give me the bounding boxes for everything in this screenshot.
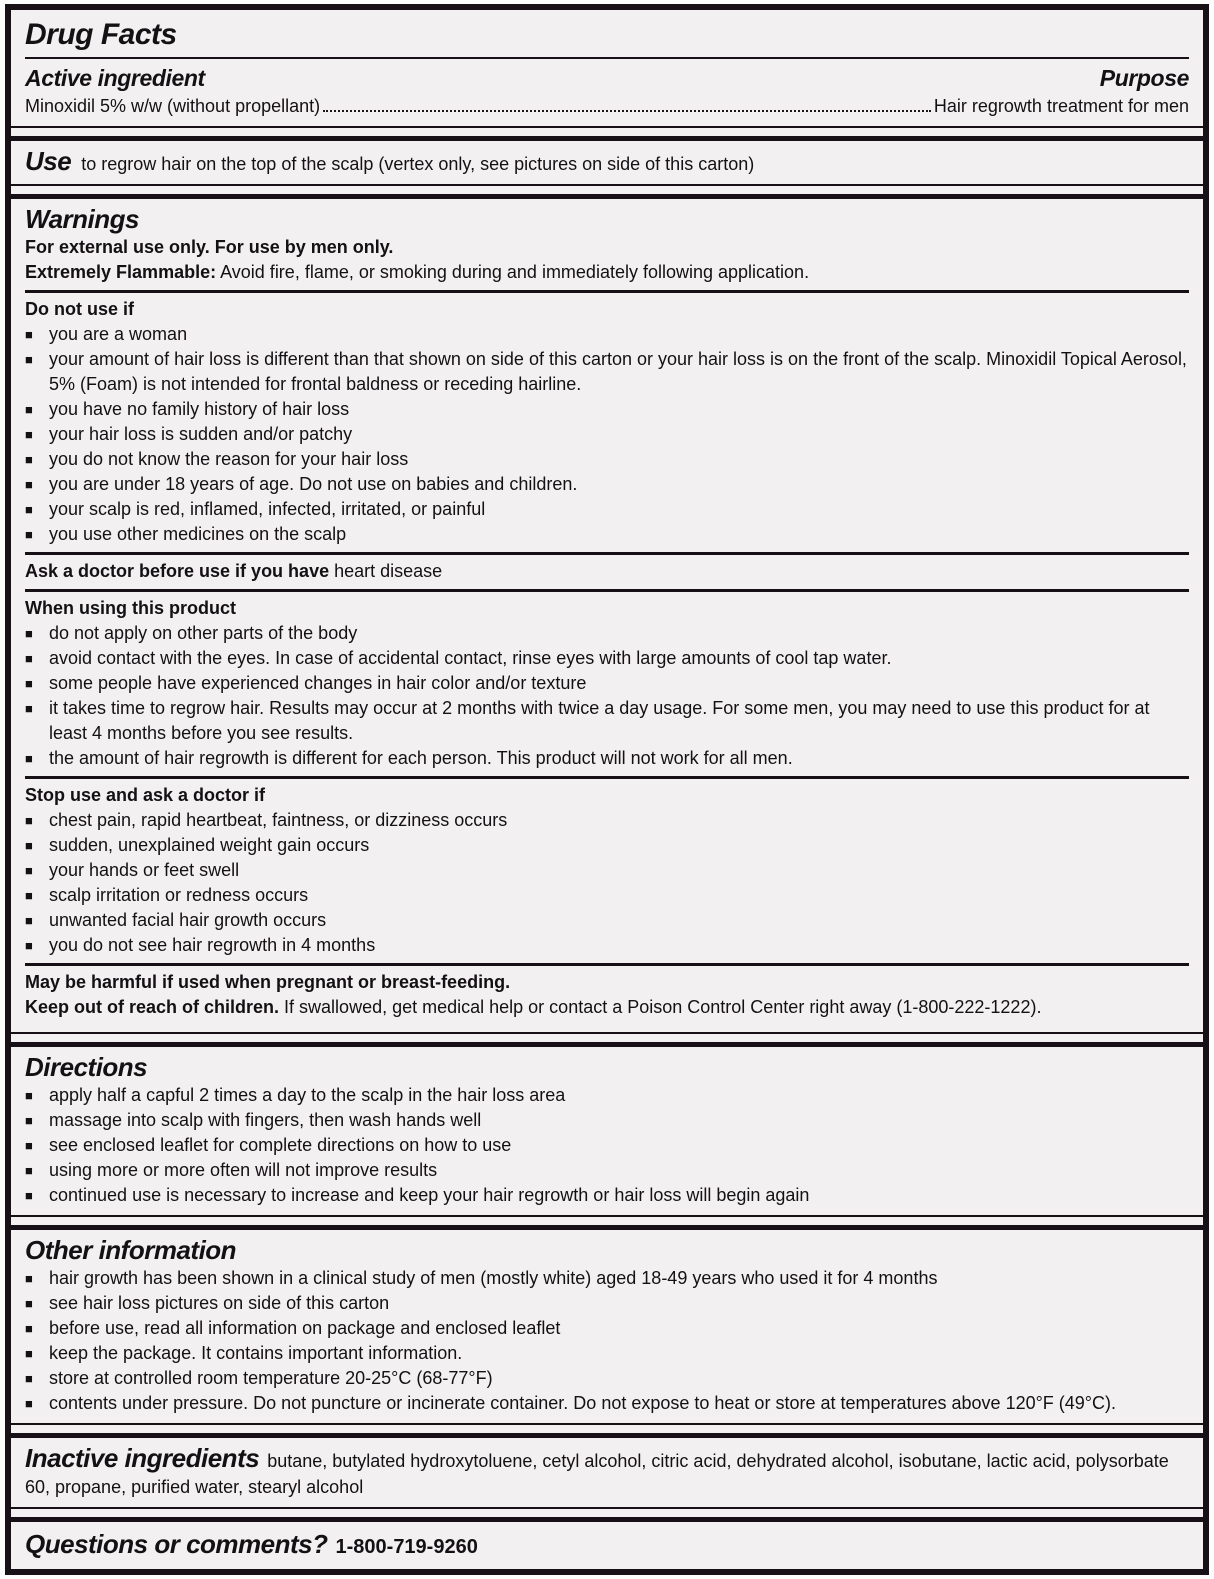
- drug-facts-title: Drug Facts: [25, 18, 177, 51]
- stop-use-list: [25, 808, 1189, 958]
- list-item: ■ your scalp is red, inflamed, infected, irritated, or painful: [25, 497, 1189, 522]
- bullet-square-icon: ■: [25, 651, 33, 666]
- bullet-square-icon: ■: [25, 676, 33, 691]
- list-item: ■ apply half a capful 2 times a day to the scalp in the hair loss area: [25, 1083, 1189, 1108]
- warnings-heading: Warnings: [25, 204, 139, 234]
- bullet-square-icon: ■: [25, 1188, 33, 1203]
- list-item: ■ before use, read all information on package and enclosed leaflet: [25, 1316, 1189, 1341]
- flammable-line: [25, 260, 1189, 285]
- when-using-list: [25, 621, 1189, 771]
- bullet-square-icon: ■: [25, 427, 33, 442]
- bullet-square-icon: ■: [25, 1088, 33, 1103]
- list-item: ■ do not apply on other parts of the body: [25, 621, 1189, 646]
- title-rule: [25, 57, 1189, 59]
- purpose-heading: Purpose: [1099, 65, 1189, 91]
- directions-heading: Directions: [25, 1052, 148, 1082]
- bullet-square-icon: ■: [25, 888, 33, 903]
- section-divider: [11, 1507, 1203, 1522]
- active-ingredient-heading: Active ingredient: [25, 65, 205, 91]
- bullet-square-icon: ■: [25, 1371, 33, 1386]
- bullet-square-icon: ■: [25, 327, 33, 342]
- bullet-square-icon: ■: [25, 938, 33, 953]
- external-use-line: For external use only. For use by men only.: [25, 237, 394, 257]
- bullet-square-icon: ■: [25, 813, 33, 828]
- questions-phone-number: 1-800-719-9260: [335, 1536, 478, 1558]
- bullet-square-icon: ■: [25, 502, 33, 517]
- bullet-square-icon: ■: [25, 838, 33, 853]
- dotted-leader: [323, 110, 931, 112]
- other-information-list: [25, 1266, 1189, 1416]
- section-warnings: [11, 199, 1203, 1032]
- bullet-square-icon: ■: [25, 1138, 33, 1153]
- subsection-ask-doctor: [25, 552, 1189, 589]
- drug-facts-label: [5, 4, 1209, 1575]
- keep-out-text: If swallowed, get medical help or contact a Poison Control Center right away (1-800-222-1222).: [284, 997, 1042, 1017]
- section-directions: [11, 1047, 1203, 1215]
- bullet-square-icon: ■: [25, 452, 33, 467]
- harmful-line: May be harmful if used when pregnant or breast-feeding.: [25, 972, 511, 992]
- list-item: ■ your hair loss is sudden and/or patchy: [25, 422, 1189, 447]
- bullet-square-icon: ■: [25, 1296, 33, 1311]
- list-item: ■ you use other medicines on the scalp: [25, 522, 1189, 547]
- list-item: ■ your amount of hair loss is different than that shown on side of this carton or your hair loss is on the front of the scalp. Minoxidil Topical Aerosol, 5% (Foam) is not intended for frontal baldness or receding hairline.: [25, 347, 1189, 397]
- bullet-square-icon: ■: [25, 751, 33, 766]
- list-item: ■ continued use is necessary to increase and keep your hair regrowth or hair loss will begin again: [25, 1183, 1189, 1208]
- questions-heading: Questions or comments?: [25, 1529, 328, 1559]
- bullet-square-icon: ■: [25, 1346, 33, 1361]
- bullet-square-icon: ■: [25, 352, 33, 367]
- list-item: ■ keep the package. It contains important information.: [25, 1341, 1189, 1366]
- bullet-square-icon: ■: [25, 402, 33, 417]
- list-item: ■ massage into scalp with fingers, then wash hands well: [25, 1108, 1189, 1133]
- section-inactive-ingredients: [11, 1438, 1203, 1507]
- inactive-ingredients-text: butane, butylated hydroxytoluene, cetyl alcohol, citric acid, dehydrated alcohol, isobutane, lactic acid, polysorbate 60, propane, purified water, stearyl alcohol: [25, 1451, 1169, 1497]
- section-divider: [11, 1423, 1203, 1438]
- bullet-square-icon: ■: [25, 913, 33, 928]
- bullet-square-icon: ■: [25, 527, 33, 542]
- bullet-square-icon: ■: [25, 701, 33, 716]
- list-item: ■ your hands or feet swell: [25, 858, 1189, 883]
- section-other-information: [11, 1230, 1203, 1423]
- section-divider: [11, 126, 1203, 141]
- flammable-lead: Extremely Flammable:: [25, 262, 217, 282]
- when-using-heading: When using this product: [25, 598, 236, 618]
- stop-use-heading: Stop use and ask a doctor if: [25, 785, 266, 805]
- list-item: ■ unwanted facial hair growth occurs: [25, 908, 1189, 933]
- do-not-use-list: [25, 322, 1189, 547]
- bullet-square-icon: ■: [25, 626, 33, 641]
- list-item: ■ using more or more often will not improve results: [25, 1158, 1189, 1183]
- list-item: ■ you do not see hair regrowth in 4 months: [25, 933, 1189, 958]
- list-item: ■ see hair loss pictures on side of this carton: [25, 1291, 1189, 1316]
- ask-doctor-text: heart disease: [334, 561, 443, 581]
- bullet-square-icon: ■: [25, 1321, 33, 1336]
- list-item: ■ see enclosed leaflet for complete directions on how to use: [25, 1133, 1189, 1158]
- other-information-heading: Other information: [25, 1235, 237, 1265]
- ask-doctor-line: [25, 559, 1189, 584]
- section-active-ingredient: [11, 10, 1203, 126]
- use-heading: Use: [25, 146, 72, 176]
- list-item: ■ it takes time to regrow hair. Results may occur at 2 months with twice a day usage. For some men, you may need to use this product for at least 4 months before you see results.: [25, 696, 1189, 746]
- active-ingredient-name: Minoxidil 5% w/w (without propellant): [25, 96, 321, 116]
- list-item: ■ the amount of hair regrowth is different for each person. This product will not work for all men.: [25, 746, 1189, 771]
- do-not-use-heading: Do not use if: [25, 299, 134, 319]
- flammable-text: Avoid fire, flame, or smoking during and immediately following application.: [220, 262, 810, 282]
- list-item: ■ contents under pressure. Do not puncture or incinerate container. Do not expose to heat or store at temperatures above 120°F (49°C).: [25, 1391, 1189, 1416]
- list-item: ■ chest pain, rapid heartbeat, faintness, or dizziness occurs: [25, 808, 1189, 833]
- keep-out-lead: Keep out of reach of children.: [25, 997, 280, 1017]
- list-item: ■ you are a woman: [25, 322, 1189, 347]
- section-divider: [11, 1032, 1203, 1047]
- section-divider: [11, 184, 1203, 199]
- subsection-harmful-keepout: [25, 963, 1189, 1025]
- list-item: ■ avoid contact with the eyes. In case of accidental contact, rinse eyes with large amounts of cool tap water.: [25, 646, 1189, 671]
- ask-doctor-lead: Ask a doctor before use if you have: [25, 561, 330, 581]
- list-item: ■ you are under 18 years of age. Do not use on babies and children.: [25, 472, 1189, 497]
- inactive-ingredients-heading: Inactive ingredients: [25, 1443, 260, 1473]
- list-item: ■ you have no family history of hair loss: [25, 397, 1189, 422]
- keep-out-line: [25, 995, 1189, 1020]
- bullet-square-icon: ■: [25, 1396, 33, 1411]
- use-text: to regrow hair on the top of the scalp (vertex only, see pictures on side of this carton): [81, 154, 755, 174]
- list-item: ■ you do not know the reason for your hair loss: [25, 447, 1189, 472]
- section-divider: [11, 1215, 1203, 1230]
- bullet-square-icon: ■: [25, 1163, 33, 1178]
- list-item: ■ store at controlled room temperature 20-25°C (68-77°F): [25, 1366, 1189, 1391]
- purpose-value: Hair regrowth treatment for men: [933, 96, 1189, 116]
- subsection-do-not-use: [25, 290, 1189, 552]
- inactive-ingredients-line: [25, 1443, 1189, 1500]
- subsection-when-using: [25, 589, 1189, 776]
- list-item: ■ sudden, unexplained weight gain occurs: [25, 833, 1189, 858]
- bullet-square-icon: ■: [25, 1113, 33, 1128]
- bullet-square-icon: ■: [25, 1271, 33, 1286]
- directions-list: [25, 1083, 1189, 1208]
- bullet-square-icon: ■: [25, 863, 33, 878]
- list-item: ■ hair growth has been shown in a clinical study of men (mostly white) aged 18-49 years who used it for 4 months: [25, 1266, 1189, 1291]
- section-use: [11, 141, 1203, 184]
- section-questions: [11, 1522, 1203, 1569]
- list-item: ■ scalp irritation or redness occurs: [25, 883, 1189, 908]
- subsection-stop-use: [25, 776, 1189, 963]
- list-item: ■ some people have experienced changes in hair color and/or texture: [25, 671, 1189, 696]
- bullet-square-icon: ■: [25, 477, 33, 492]
